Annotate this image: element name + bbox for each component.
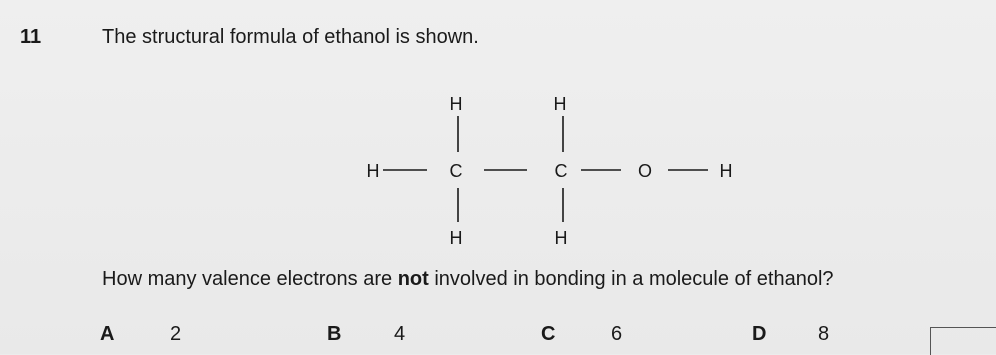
question-prompt [102, 268, 834, 291]
question-number: 11 [20, 26, 42, 48]
atom-c1: C [449, 161, 463, 181]
atom-h-c1-bottom: H [449, 228, 463, 248]
atom-h-right: H [719, 161, 733, 181]
option-b-letter: B [327, 323, 342, 345]
atom-c2: C [554, 161, 568, 181]
atom-h-c1-top: H [449, 94, 463, 114]
option-d-value: 8 [818, 323, 830, 345]
atom-h-c2-top: H [553, 94, 567, 114]
option-d-letter: D [752, 323, 767, 345]
option-b[interactable] [327, 323, 405, 346]
option-b-value: 4 [394, 323, 406, 345]
option-c-value: 6 [611, 323, 623, 345]
answer-box[interactable] [930, 327, 996, 355]
prompt-text-before: How many valence electrons are [102, 268, 398, 290]
atom-h-left: H [366, 161, 380, 181]
question-stem: The structural formula of ethanol is shown. [102, 26, 479, 48]
option-a[interactable] [100, 323, 181, 346]
prompt-emphasis: not [397, 268, 429, 290]
prompt-text-after: involved in bonding in a molecule of ethanol? [428, 268, 834, 290]
atom-h-c2-bottom: H [554, 228, 568, 248]
option-a-value: 2 [170, 323, 182, 345]
option-a-letter: A [100, 323, 115, 345]
option-c-letter: C [541, 323, 556, 345]
option-d[interactable] [752, 323, 829, 346]
atom-o: O [637, 161, 653, 181]
option-c[interactable] [541, 323, 622, 346]
